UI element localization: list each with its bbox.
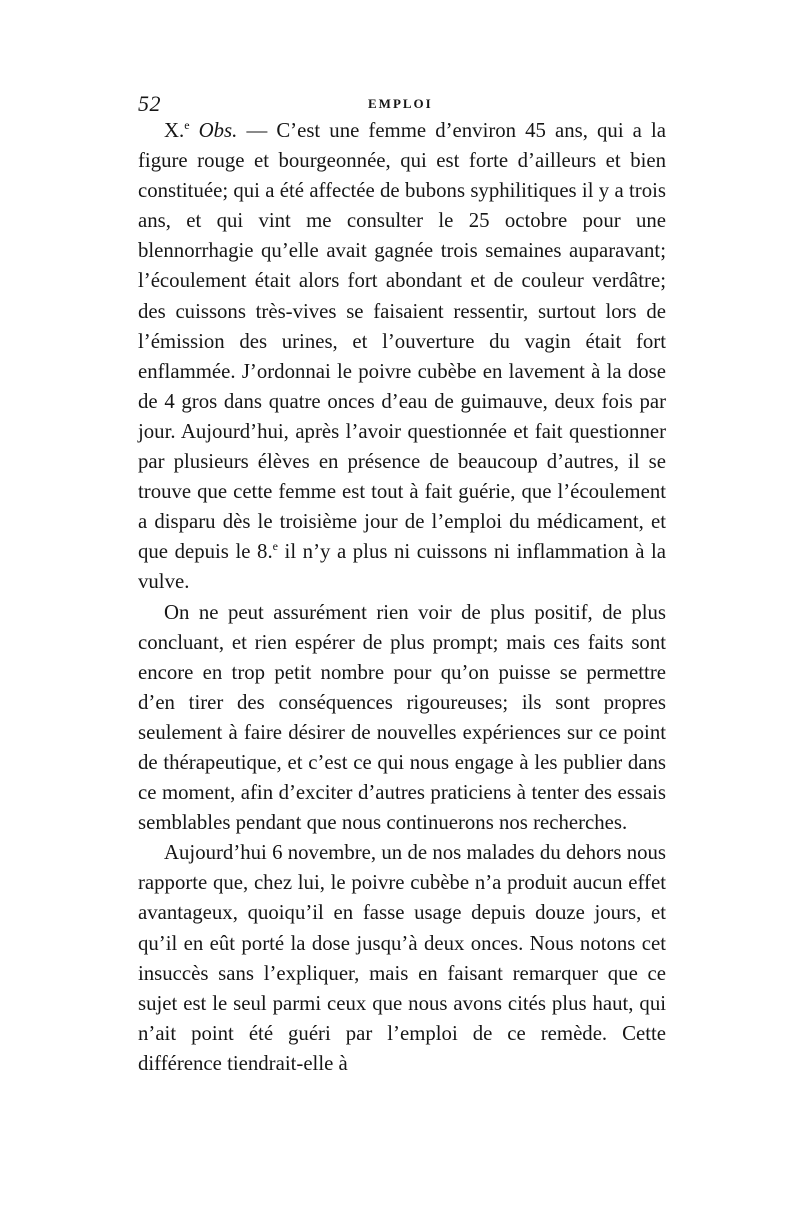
observation-label: Obs. [198, 119, 238, 142]
observation-number: X. [164, 119, 185, 142]
paragraph-observation [138, 116, 666, 598]
running-head: EMPLOI [368, 96, 433, 111]
paragraph-text-continued: il n’y a plus ni cuissons ni inflammation à la vulve. [138, 540, 667, 594]
page-number: 52 [138, 91, 161, 116]
paragraph-conclusion: On ne peut assurément rien voir de plus positif, de plus concluant, et rien espérer de plus prompt; mais ces faits sont encore en trop petit nombre pour qu’on puisse se permettre d’en tirer des conséquences rigoureuses; ils sont propres seulement à faire désirer de nouvelles expériences sur ce point de thérapeutique, et c’est ce qui nous engage à les publier dans ce moment, afin d’exciter d’autres praticiens à tenter des essais semblables pendant que nous continuerons nos recherches. [138, 600, 666, 835]
paragraph-text: — C’est une femme d’environ 45 ans, qui a la figure rouge et bourgeonnée, qui est forte d’ailleurs et bien constituée; qui a été affectée de bubons syphilitiques il y a trois ans, et qui vint me consulter le 25 octobre pour une blennorrhagie qu’elle avait gagnée trois semaines auparavant; l’écoulement était alors fort abondant et de couleur verdâtre; des cuissons très-vives se faisaient ressentir, surtout lors de l’émission des urines, et l’ouverture du vagin était fort enflammée. J’ordonnai le poivre cubèbe en lavement à la dose de 4 gros dans quatre onces d’eau de guimauve, deux fois par jour. Aujourd’hui, après l’avoir questionnée et fait questionner par plusieurs élèves en présence de beaucoup d’autres, il se trouve que cette femme est tout à fait guérie, que l’écoulement a disparu dès le troisième jour de l’emploi du médicament, et que depuis le 8. [138, 119, 667, 564]
body-text [138, 116, 666, 1079]
paragraph-update: Aujourd’hui 6 novembre, un de nos malades du dehors nous rapporte que, chez lui, le poivre cubèbe n’a produit aucun effet avantageux, quoiqu’il en fasse usage depuis douze jours, et qu’il en eût porté la dose jusqu’à deux onces. Nous notons cet insuccès sans l’expliquer, mais en faisant remarquer que ce sujet est le seul parmi ceux que nous avons cités plus haut, qui n’ait point été guéri par l’emploi de ce remède. Cette différence tiendrait-elle à [138, 841, 666, 1075]
date-superscript: e [272, 539, 278, 554]
observation-superscript: e [184, 118, 190, 133]
